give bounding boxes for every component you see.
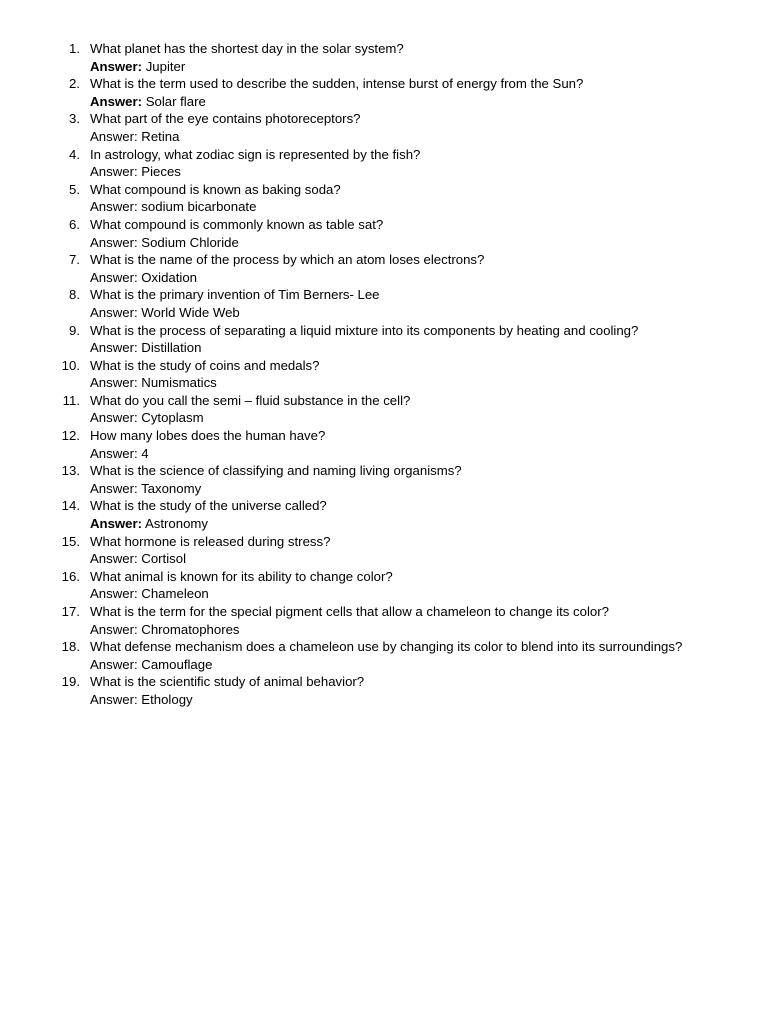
answer-label: Answer: — [90, 340, 138, 356]
answer-label: Answer: — [90, 199, 138, 215]
answer-text: Pieces — [137, 164, 181, 180]
list-item — [0, 568, 768, 603]
answer-line — [90, 621, 768, 639]
question-number: 13. — [61, 463, 80, 479]
answer-label: Answer: — [90, 234, 138, 250]
question-number: 12. — [61, 428, 80, 444]
list-item — [0, 251, 768, 286]
answer-text: Chromatophores — [137, 621, 240, 637]
answer-line — [90, 691, 768, 709]
question-number: 4. — [69, 146, 80, 162]
answer-line — [90, 585, 768, 603]
answer-line — [90, 374, 768, 392]
question-text: What is the study of coins and medals? — [90, 357, 320, 373]
question-text: What is the primary invention of Tim Berners- Lee — [90, 287, 380, 303]
question-number: 11. — [62, 392, 80, 408]
list-item — [0, 533, 768, 568]
list-item — [0, 638, 768, 673]
list-item — [0, 146, 768, 181]
answer-label: Answer: — [90, 304, 138, 320]
answer-line — [90, 58, 768, 76]
answer-line — [90, 163, 768, 181]
question-text: What planet has the shortest day in the solar system? — [90, 41, 404, 56]
answer-line — [90, 656, 768, 674]
list-item — [0, 357, 768, 392]
answer-line — [90, 269, 768, 287]
question-number: 8. — [69, 287, 80, 303]
answer-label: Answer: — [90, 58, 143, 74]
question-text: What is the term for the special pigment cells that allow a chameleon to change its color? — [90, 604, 609, 619]
list-item — [0, 322, 768, 357]
answer-text: Jupiter — [142, 58, 186, 74]
answer-label: Answer: — [90, 656, 138, 672]
answer-label: Answer: — [90, 551, 138, 567]
answer-label: Answer: — [90, 93, 143, 109]
question-text: What is the process of separating a liquid mixture into its components by heating and cooling? — [90, 322, 639, 338]
answer-label: Answer: — [90, 128, 138, 144]
list-item — [0, 673, 768, 708]
question-text: What is the study of the universe called? — [90, 498, 327, 514]
answer-label: Answer: — [90, 445, 138, 461]
answer-text: Taxonomy — [137, 480, 202, 496]
answer-text: Retina — [137, 128, 180, 144]
question-number: 18. — [61, 639, 80, 655]
list-item — [0, 603, 768, 638]
answer-label: Answer: — [90, 410, 138, 426]
answer-label: Answer: — [90, 164, 138, 180]
answer-text: Distillation — [137, 340, 202, 356]
question-text: What animal is known for its ability to change color? — [90, 568, 393, 584]
question-text: What compound is known as baking soda? — [90, 181, 341, 197]
answer-label: Answer: — [90, 621, 138, 637]
answer-line — [90, 480, 768, 498]
answer-text: Numismatics — [137, 375, 217, 391]
question-text: What is the science of classifying and naming living organisms? — [90, 463, 462, 479]
question-text: What defense mechanism does a chameleon use by changing its color to blend into its surroundings? — [90, 639, 683, 655]
answer-label: Answer: — [90, 375, 138, 391]
question-number: 5. — [69, 181, 80, 197]
answer-label: Answer: — [90, 269, 138, 285]
list-item — [0, 427, 768, 462]
answer-line — [90, 550, 768, 568]
answer-text: Oxidation — [137, 269, 198, 285]
answer-text: Sodium Chloride — [137, 234, 239, 250]
answer-line — [90, 93, 768, 111]
answer-text: sodium bicarbonate — [137, 199, 257, 215]
answer-text: Ethology — [137, 691, 193, 707]
question-number: 19. — [61, 674, 80, 690]
answer-line — [90, 198, 768, 216]
answer-text: 4 — [137, 445, 149, 461]
list-item — [0, 286, 768, 321]
question-number: 10. — [61, 357, 80, 373]
question-text: What do you call the semi – fluid substance in the cell? — [90, 392, 411, 408]
question-text: In astrology, what zodiac sign is represented by the fish? — [90, 146, 421, 162]
list-item — [0, 110, 768, 145]
answer-text: World Wide Web — [137, 304, 240, 320]
answer-label: Answer: — [90, 691, 138, 707]
answer-line — [90, 304, 768, 322]
answer-line — [90, 409, 768, 427]
question-number: 7. — [69, 252, 80, 268]
list-item — [0, 181, 768, 216]
answer-label: Answer: — [90, 516, 143, 532]
question-number: 16. — [61, 568, 80, 584]
question-list — [0, 40, 768, 709]
list-item — [0, 392, 768, 427]
question-text: What is the name of the process by which an atom loses electrons? — [90, 252, 485, 268]
question-text: How many lobes does the human have? — [90, 428, 326, 444]
question-number: 1. — [69, 41, 80, 56]
question-text: What compound is commonly known as table sat? — [90, 216, 384, 232]
question-text: What part of the eye contains photoreceptors? — [90, 111, 361, 127]
question-number: 6. — [69, 216, 80, 232]
list-item — [0, 462, 768, 497]
list-item — [0, 497, 768, 532]
question-text: What hormone is released during stress? — [90, 533, 331, 549]
question-number: 9. — [69, 322, 80, 338]
answer-text: Astronomy — [142, 516, 208, 532]
answer-label: Answer: — [90, 586, 138, 602]
question-number: 2. — [69, 76, 80, 92]
question-text: What is the term used to describe the sudden, intense burst of energy from the Sun? — [90, 76, 584, 92]
question-number: 17. — [61, 604, 80, 619]
list-item — [0, 75, 768, 110]
question-number: 3. — [69, 111, 80, 127]
answer-line — [90, 445, 768, 463]
question-number: 14. — [61, 498, 80, 514]
question-number: 15. — [61, 533, 80, 549]
list-item — [0, 40, 768, 75]
answer-label: Answer: — [90, 480, 138, 496]
answer-line — [90, 515, 768, 533]
answer-text: Solar flare — [142, 93, 206, 109]
list-item — [0, 216, 768, 251]
answer-text: Cytoplasm — [137, 410, 204, 426]
question-text: What is the scientific study of animal behavior? — [90, 674, 365, 690]
answer-line — [90, 128, 768, 146]
answer-line — [90, 234, 768, 252]
answer-line — [90, 339, 768, 357]
answer-text: Cortisol — [137, 551, 187, 567]
answer-text: Camouflage — [137, 656, 213, 672]
answer-text: Chameleon — [137, 586, 209, 602]
